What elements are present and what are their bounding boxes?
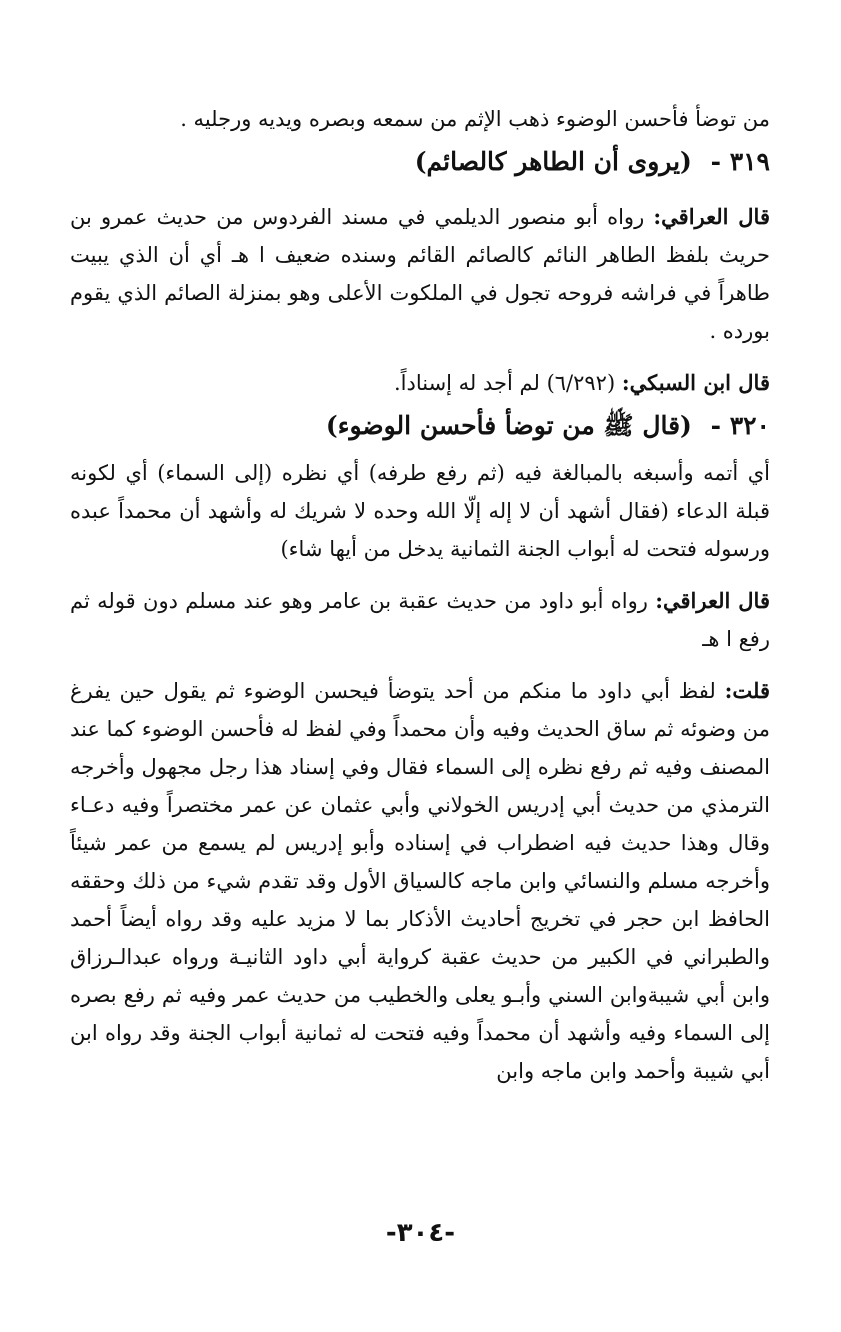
section-320-qult-paragraph [70,672,770,1090]
section-320-title: (قال ﷺ من توضأ فأحسن الوضوء) [325,411,692,440]
iraqi-text: رواه أبو منصور الديلمي في مسند الفردوس من حديث عمرو بن حريث بلفظ الطاهر النائم كالصائم القائم وسنده ضعيف ا هـ أي أن الذي يبيت طاهراً في فراشه فروحه تجول في الملكوت الأعلى وهو بمنزلة الصائم الذي يقوم بورده . [70,205,770,343]
section-319-subki-paragraph [70,364,770,402]
iraqi-label: قال العراقي: [653,204,770,229]
section-320-heading [70,404,770,448]
section-319-heading [70,140,770,184]
qult-label: قلت: [724,678,770,703]
intro-paragraph: من توضأ فأحسن الوضوء ذهب الإثم من سمعه وبصره ويديه ورجليه . [180,107,770,131]
iraqi-text: رواه أبو داود من حديث عقبة بن عامر وهو عند مسلم دون قوله ثم رفع ا هـ [70,589,770,651]
subki-label: قال ابن السبكي: [621,370,770,395]
section-320-number: ٣٢٠ - [710,411,770,440]
iraqi-label: قال العراقي: [655,588,770,613]
page-number: -٣٠٤- [385,1218,456,1248]
section-320-iraqi-paragraph [70,582,770,658]
section-319-title: (يروى أن الطاهر كالصائم) [414,147,692,176]
section-320-body-paragraph: أي أتمه وأسبغه بالمبالغة فيه (ثم رفع طرفه) أي نظره (إلى السماء) أي لكونه قبلة الدعاء (فقال أشهد أن لا إله إلّا الله وحده لا شريك له وأشهد أن محمداً عبده ورسوله فتحت له أبواب الجنة الثمانية يدخل من أيها شاء) [70,461,770,561]
document-page [70,100,770,1090]
qult-text: لفظ أبي داود ما منكم من أحد يتوضأ فيحسن الوضوء ثم يقول حين يفرغ من وضوئه ثم ساق الحديث وفيه وأن محمداً وفي لفظ له فأحسن الوضوء كما عند المصنف وفيه ثم رفع نظره إلى السماء فقال وفي إسناد هذا رجل مجهول وأخرجه الترمذي من حديث أبي إدريس الخولاني وأبي عثمان عن عمر مختصراً وفيه دعـاء وقال وهذا حديث فيه اضطراب في إسناده وأبو إدريس لم يسمع من عمر شيئاً وأخرجه مسلم والنسائي وابن ماجه كالسياق الأول وقد تقدم شيء من ذلك وحققه الحافظ ابن حجر في تخريج أحاديث الأذكار بما لا مزيد عليه وقد رواه أيضاً أحمد والطبراني في الكبير من حديث عقبة كرواية أبي داود الثانيـة ورواه عبدالـرزاق وابن أبي شيبةوابن السني وأبـو يعلى والخطيب من حديث عمر وفيه ثم رفع بصره إلى السماء وفيه وأشهد أن محمداً وفيه فتحت له ثمانية أبواب الجنة وقد رواه ابن أبي شيبة وأحمد وابن ماجه وابن [70,679,770,1083]
section-319-iraqi-paragraph [70,198,770,350]
subki-text: (٦/٢٩٢) لم أجد له إسناداً. [393,371,616,395]
section-319-number: ٣١٩ - [710,147,770,176]
